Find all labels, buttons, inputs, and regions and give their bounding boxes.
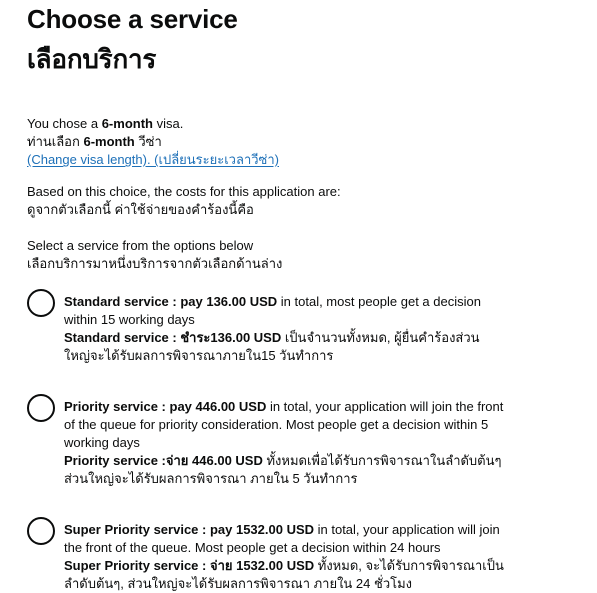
select-service-hint-th: เลือกบริการมาหนึ่งบริการจากตัวเลือกด้านล่าง [27, 256, 283, 271]
option-description-en: in total, most people get a decision within 15 working days [64, 294, 481, 327]
option-description-en: in total, your application will join the front of the queue for priority consideration. Most people get a decision within 5 working days [64, 399, 504, 450]
service-option-standard[interactable] [27, 293, 597, 365]
option-price-th: Standard service : ชำระ136.00 USD [64, 330, 282, 345]
select-service-hint-en: Select a service from the options below [27, 238, 254, 253]
radio-standard-service[interactable] [27, 289, 55, 317]
service-option-label[interactable] [64, 398, 504, 488]
visa-choice-th-prefix: ท่านเลือก [27, 134, 84, 149]
option-price-en: Standard service : pay 136.00 USD [64, 294, 278, 309]
radio-priority-service[interactable] [27, 394, 55, 422]
costs-intro [27, 183, 597, 219]
costs-intro-th: ดูจากตัวเลือกนี้ ค่าใช้จ่ายของคำร้องนี้คือ [27, 202, 254, 217]
page-title: Choose a service [27, 4, 238, 34]
service-option-label[interactable] [64, 521, 504, 593]
option-price-en: Priority service : pay 446.00 USD [64, 399, 267, 414]
option-price-th: Priority service :จ่าย 446.00 USD [64, 453, 263, 468]
costs-intro-en: Based on this choice, the costs for this application are: [27, 184, 341, 199]
visa-choice-en-prefix: You chose a [27, 116, 102, 131]
service-option-super-priority[interactable] [27, 521, 597, 593]
option-description-th: ทั้งหมดเพื่อได้รับการพิจารณาในลำดับต้นๆ ส่วนใหญ่จะได้รับผลการพิจารณา ภายใน 5 วันทำการ [64, 453, 502, 486]
page-title-thai: เลือกบริการ [27, 44, 157, 74]
option-description-en: in total, your application will join the front of the queue. Most people get a decision within 24 hours [64, 522, 500, 555]
visa-choice-th-suffix: วีซ่า [134, 134, 162, 149]
change-visa-length-link[interactable]: (Change visa length). (เปลี่ยนระยะเวลาวีซ่า) [27, 152, 280, 167]
select-service-hint [27, 237, 597, 273]
radio-super-priority-service[interactable] [27, 517, 55, 545]
visa-choice-th [27, 133, 597, 151]
option-description-th: เป็นจำนวนทั้งหมด, ผู้ยื่นคำร้องส่วนใหญ่จะได้รับผลการพิจารณาภายใน15 วันทำการ [64, 330, 480, 363]
option-description-th: ทั้งหมด, จะได้รับการพิจารณาเป็นลำดับต้นๆ, ส่วนใหญ่จะได้รับผลการพิจารณา ภายใน 24 ชั่วโมง [64, 558, 504, 591]
visa-duration-th: 6-month [83, 134, 135, 149]
visa-choice-en [27, 115, 597, 133]
option-price-en: Super Priority service : pay 1532.00 USD [64, 522, 315, 537]
visa-choice-en-suffix: visa. [152, 116, 184, 131]
service-option-priority[interactable] [27, 398, 597, 488]
visa-duration-en: 6-month [101, 116, 153, 131]
option-price-th: Super Priority service : จ่าย 1532.00 USD [64, 558, 315, 573]
service-option-label[interactable] [64, 293, 504, 365]
visa-choice-summary [27, 115, 597, 169]
